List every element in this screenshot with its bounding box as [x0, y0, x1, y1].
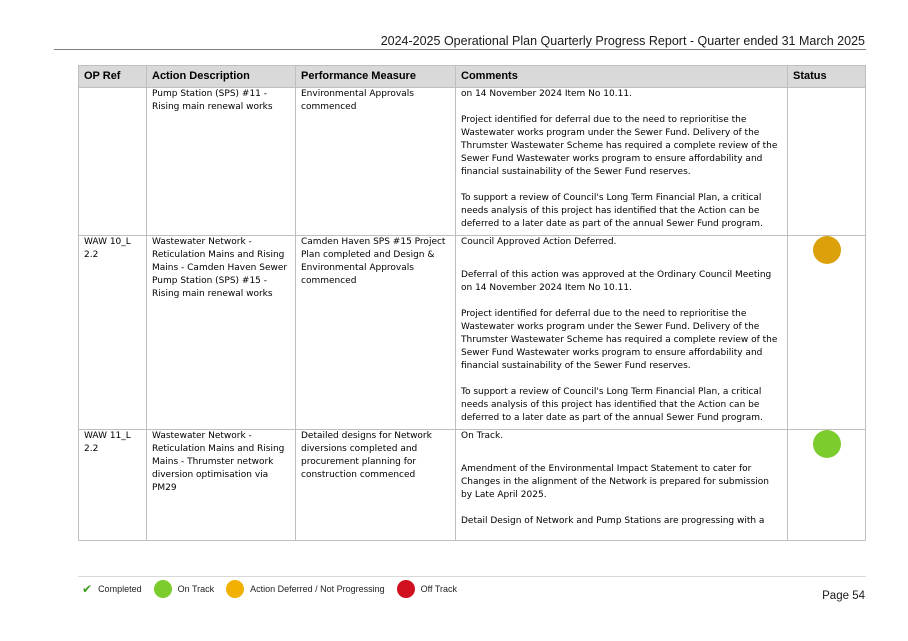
comments-cell	[456, 88, 788, 236]
action-text: Wastewater Network - Reticulation Mains and Rising Mains - Camden Haven Sewer Pump Station (SPS) #15 - Rising main renewal works	[152, 237, 288, 299]
table-row	[79, 88, 866, 236]
comments-cell	[456, 236, 788, 430]
op-ref-cell	[79, 430, 147, 541]
page-number: Page 54	[822, 590, 865, 602]
measure-cell	[296, 430, 456, 541]
status-legend	[82, 578, 469, 600]
legend-deferred	[226, 580, 385, 598]
action-cell	[147, 88, 296, 236]
comment-paragraph: To support a review of Council's Long Term Financial Plan, a critical needs analysis of this project has identified that the Action can be deferred to a later date as part of the annual Sewer Fund program.	[461, 193, 763, 229]
col-op-ref: OP Ref	[79, 66, 147, 88]
measure-text: Camden Haven SPS #15 Project Plan completed and Design & Environmental Approvals commenced	[301, 237, 446, 286]
legend-on-track	[154, 580, 215, 598]
action-text: Wastewater Network - Reticulation Mains and Rising Mains - Thrumster network diversion optimisation via PM29	[152, 431, 285, 493]
red-circle-icon	[397, 580, 415, 598]
legend-off-track	[397, 580, 457, 598]
comment-paragraph: Project identified for deferral due to the need to reprioritise the Wastewater works program under the Sewer Fund. Delivery of the Thrumster Wastewater Scheme has required a complete review of the Sewer Fund Wastewater works program to ensure affordability and financial sustainability of the Sewer Fund reserves.	[461, 309, 778, 371]
legend-label: Completed	[98, 584, 142, 594]
comment-paragraph: Deferral of this action was approved at the Ordinary Council Meeting on 14 November 2024 Item No 10.11.	[461, 270, 772, 293]
op-ref: WAW 10_L 2.2	[84, 237, 131, 260]
legend-label: On Track	[177, 584, 215, 594]
progress-table	[78, 65, 866, 541]
measure-cell	[296, 88, 456, 236]
status-cell	[788, 236, 866, 430]
col-performance-measure: Performance Measure	[296, 66, 456, 88]
table-header-row	[79, 66, 866, 88]
measure-text: Detailed designs for Network diversions completed and procurement planning for construction commenced	[301, 431, 432, 480]
comments-cell	[456, 430, 788, 541]
legend-divider	[78, 576, 866, 577]
op-ref-cell	[79, 236, 147, 430]
action-cell	[147, 236, 296, 430]
op-ref-cell	[79, 88, 147, 236]
measure-text: Environmental Approvals commenced	[301, 89, 414, 112]
comment-paragraph: Project identified for deferral due to the need to reprioritise the Wastewater works program under the Sewer Fund. Delivery of the Thrumster Wastewater Scheme has required a complete review of the Sewer Fund Wastewater works program to ensure affordability and financial sustainability of the Sewer Fund reserves.	[461, 115, 778, 177]
comment-paragraph: Detail Design of Network and Pump Stations are progressing with a	[461, 516, 765, 526]
report-title: 2024-2025 Operational Plan Quarterly Progress Report - Quarter ended 31 March 2025	[380, 34, 865, 48]
legend-completed	[82, 582, 142, 596]
comment-status-line: Council Approved Action Deferred.	[461, 237, 617, 247]
table-row	[79, 236, 866, 430]
amber-circle-icon	[226, 580, 244, 598]
green-circle-icon	[154, 580, 172, 598]
status-deferred-icon	[813, 236, 841, 264]
comment-paragraph: on 14 November 2024 Item No 10.11.	[461, 89, 632, 99]
comment-status-line: On Track.	[461, 431, 504, 441]
comment-paragraph: To support a review of Council's Long Term Financial Plan, a critical needs analysis of this project has identified that the Action can be deferred to a later date as part of the annual Sewer Fund program.	[461, 387, 763, 423]
status-on-track-icon	[813, 430, 841, 458]
header-divider	[54, 49, 866, 50]
col-action-description: Action Description	[147, 66, 296, 88]
col-status: Status	[788, 66, 866, 88]
comment-paragraph: Amendment of the Environmental Impact Statement to cater for Changes in the alignment of the Network is prepared for submission by Late April 2025.	[461, 464, 769, 500]
table-row	[79, 430, 866, 541]
checkmark-icon: ✔	[82, 582, 93, 596]
legend-label: Action Deferred / Not Progressing	[250, 584, 385, 594]
action-text: Pump Station (SPS) #11 - Rising main renewal works	[152, 89, 273, 112]
status-cell	[788, 88, 866, 236]
status-cell	[788, 430, 866, 541]
measure-cell	[296, 236, 456, 430]
legend-label: Off Track	[420, 584, 458, 594]
action-cell	[147, 430, 296, 541]
col-comments: Comments	[456, 66, 788, 88]
op-ref: WAW 11_L 2.2	[84, 431, 131, 454]
